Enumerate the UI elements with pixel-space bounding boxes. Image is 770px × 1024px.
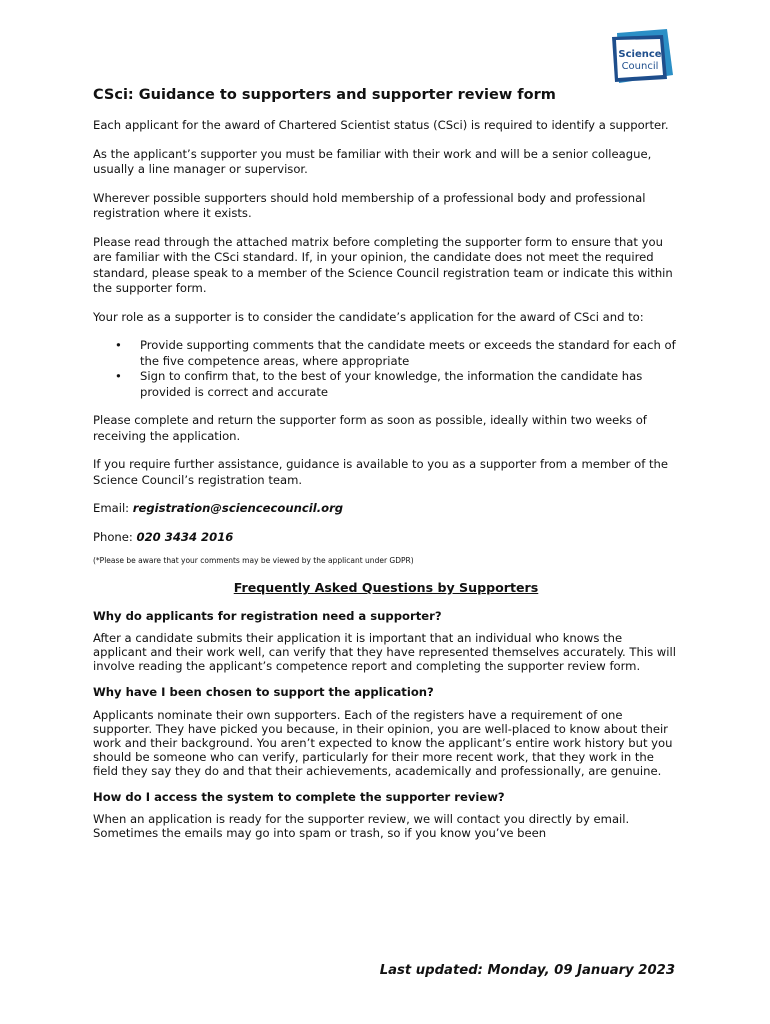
- gdpr-note: (*Please be aware that your comments may be viewed by the applicant under GDPR): [93, 556, 414, 565]
- intro-paragraph-5: Your role as a supporter is to consider the candidate’s application for the award of CSci and to:: [93, 309, 644, 324]
- intro-paragraph-1: Each applicant for the award of Chartered Scientist status (CSci) is required to identify a supporter.: [93, 118, 669, 132]
- list-item: [93, 338, 679, 369]
- page-title: CSci: Guidance to supporters and supporter review form: [93, 87, 556, 103]
- bullet-text: Sign to confirm that, to the best of your knowledge, the information the candidate has provided is correct and accurate: [140, 369, 643, 399]
- faq-question-1: Why do applicants for registration need a supporter?: [93, 608, 442, 623]
- return-paragraph: Please complete and return the supporter form as soon as possible, ideally within two weeks of receiving the application.: [93, 413, 647, 443]
- intro-paragraph-4: Please read through the attached matrix before completing the supporter form to ensure that you are familiar with the CSci standard. If, in your opinion, the candidate does not meet the required standard, please speak to a member of the Science Council registration team or indicate this within the supporter form.: [93, 234, 673, 295]
- phone-line: [93, 530, 679, 546]
- phone-number[interactable]: 020 3434 2016: [136, 529, 234, 544]
- email-link[interactable]: registration@sciencecouncil.org: [132, 501, 344, 515]
- faq-answer-2: Applicants nominate their own supporters. Each of the registers have a requirement of one supporter. They have picked you because, in their opinion, you are well-placed to know about their work and their background. You aren’t expected to know the applicant’s entire work history but you should be someone who can verify, particularly for their more recent work, that they work in the field they say they do and that their achievements, academically and professionally, are genuine.: [93, 707, 673, 778]
- logo-graphic: [609, 27, 675, 85]
- faq-answer-1: After a candidate submits their application it is important that an individual who knows the applicant and their work well, can verify that they have represented themselves accurately. This will involve reading the applicant’s competence report and completing the supporter review form.: [93, 631, 676, 673]
- document-body: [93, 118, 679, 852]
- list-item: [93, 369, 679, 400]
- email-line: [93, 501, 679, 517]
- faq-heading: Frequently Asked Questions by Supporters: [233, 580, 539, 595]
- bullet-icon: •: [115, 369, 122, 383]
- logo-text-line1: Science: [618, 49, 662, 60]
- bullet-text: Provide supporting comments that the candidate meets or exceeds the standard for each of the five competence areas, where appropriate: [140, 338, 676, 368]
- email-label: Email:: [93, 501, 130, 515]
- faq-answer-3: When an application is ready for the supporter review, we will contact you directly by email. Sometimes the emails may go into spam or trash, so if you know you’ve been: [93, 812, 630, 840]
- intro-paragraph-3: Wherever possible supporters should hold membership of a professional body and professional registration where it exists.: [93, 190, 646, 220]
- science-council-logo: [609, 27, 675, 85]
- faq-question-2: Why have I been chosen to support the application?: [93, 685, 434, 699]
- logo-text-line2: Council: [621, 61, 659, 72]
- phone-label: Phone:: [93, 529, 133, 544]
- assistance-paragraph: If you require further assistance, guidance is available to you as a supporter from a member of the Science Council’s registration team.: [93, 457, 669, 487]
- faq-question-3: How do I access the system to complete the supporter review?: [93, 789, 505, 804]
- bullet-icon: •: [115, 338, 122, 352]
- role-bullet-list: [93, 338, 679, 400]
- intro-paragraph-2: As the applicant’s supporter you must be familiar with their work and will be a senior colleague, usually a line manager or supervisor.: [93, 146, 652, 176]
- last-updated-footer: Last updated: Monday, 09 January 2023: [379, 963, 675, 978]
